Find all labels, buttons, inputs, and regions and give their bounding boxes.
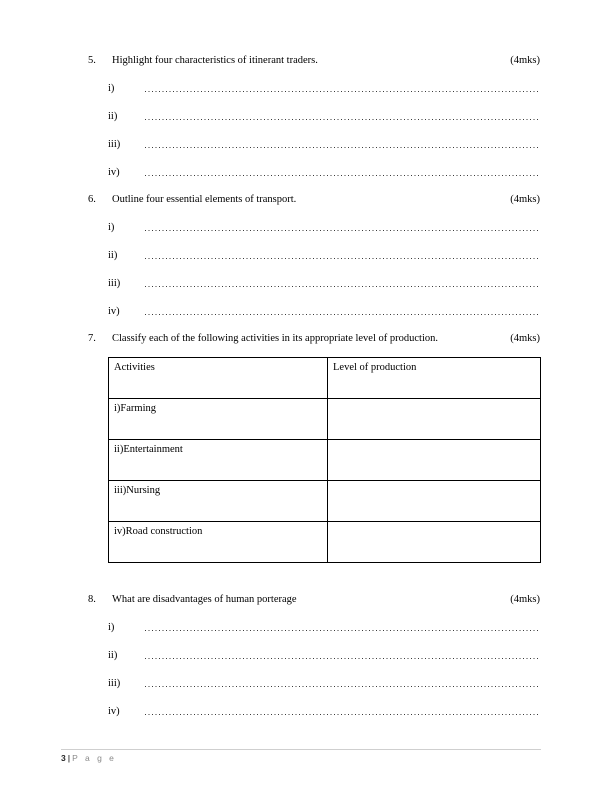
answer-line-dots [145,119,540,120]
question-8-heading [88,593,540,606]
footer-page-number: 3 [61,753,66,763]
answer-line-dots [145,630,540,631]
answer-line [108,262,540,290]
question-7 [88,332,540,563]
answer-line-label: iii) [108,278,121,289]
question-number: 8. [88,594,96,605]
answer-line-label: iv) [108,167,120,178]
table-cell-level-empty [328,481,541,522]
answer-line [108,95,540,123]
answer-line-dots [145,286,540,287]
question-marks: (4mks) [510,594,540,605]
answer-line [108,123,540,151]
answer-line-label: iv) [108,306,120,317]
table-cell-activity: iii)Nursing [109,481,328,522]
answer-line-dots [145,147,540,148]
answer-line [108,206,540,234]
question-marks: (4mks) [510,55,540,66]
question-5 [88,54,540,179]
answer-line [108,690,540,718]
table-header-row [109,358,541,399]
question-8-answer-lines [88,606,540,718]
table-header-level: Level of production [328,358,541,399]
table-row [109,481,541,522]
answer-line [108,290,540,318]
question-8 [88,593,540,718]
answer-line-label: i) [108,222,115,233]
table-cell-activity: i)Farming [109,399,328,440]
table-cell-activity: iv)Road construction [109,522,328,563]
answer-line-dots [145,230,540,231]
question-text: Classify each of the following activities in its appropriate level of production. [112,333,438,344]
question-text: Highlight four characteristics of itinerant traders. [112,55,318,66]
answer-line-label: iv) [108,706,120,717]
question-7-heading [88,332,540,345]
table-cell-level-empty [328,522,541,563]
answer-line-dots [145,175,540,176]
answer-line-dots [145,314,540,315]
question-6-heading [88,193,540,206]
question-number: 5. [88,55,96,66]
answer-line-label: i) [108,622,115,633]
answer-line-dots [145,714,540,715]
footer-separator: | [67,753,71,763]
answer-line-label: i) [108,83,115,94]
table-cell-level-empty [328,440,541,481]
classification-table [108,357,541,563]
answer-line-label: ii) [108,111,118,122]
question-number: 7. [88,333,96,344]
table-row [109,522,541,563]
table-cell-activity: ii)Entertainment [109,440,328,481]
question-5-heading [88,54,540,67]
question-marks: (4mks) [510,194,540,205]
answer-line-dots [145,258,540,259]
answer-line [108,234,540,262]
question-text: Outline four essential elements of transport. [112,194,297,205]
answer-line-dots [145,686,540,687]
question-5-answer-lines [88,67,540,179]
answer-line [108,67,540,95]
answer-line-dots [145,658,540,659]
table-header-activities: Activities [109,358,328,399]
answer-line [108,151,540,179]
table-row [109,399,541,440]
answer-line [108,662,540,690]
question-number: 6. [88,194,96,205]
footer-page-label: P a g e [72,753,117,763]
question-text: What are disadvantages of human porterage [112,594,297,605]
answer-line-dots [145,91,540,92]
answer-line [108,634,540,662]
page-footer [61,749,541,764]
question-marks: (4mks) [510,333,540,344]
table-cell-level-empty [328,399,541,440]
answer-line-label: ii) [108,650,118,661]
answer-line [108,606,540,634]
question-6-answer-lines [88,206,540,318]
answer-line-label: ii) [108,250,118,261]
question-6 [88,193,540,318]
table-row [109,440,541,481]
answer-line-label: iii) [108,678,121,689]
answer-line-label: iii) [108,139,121,150]
